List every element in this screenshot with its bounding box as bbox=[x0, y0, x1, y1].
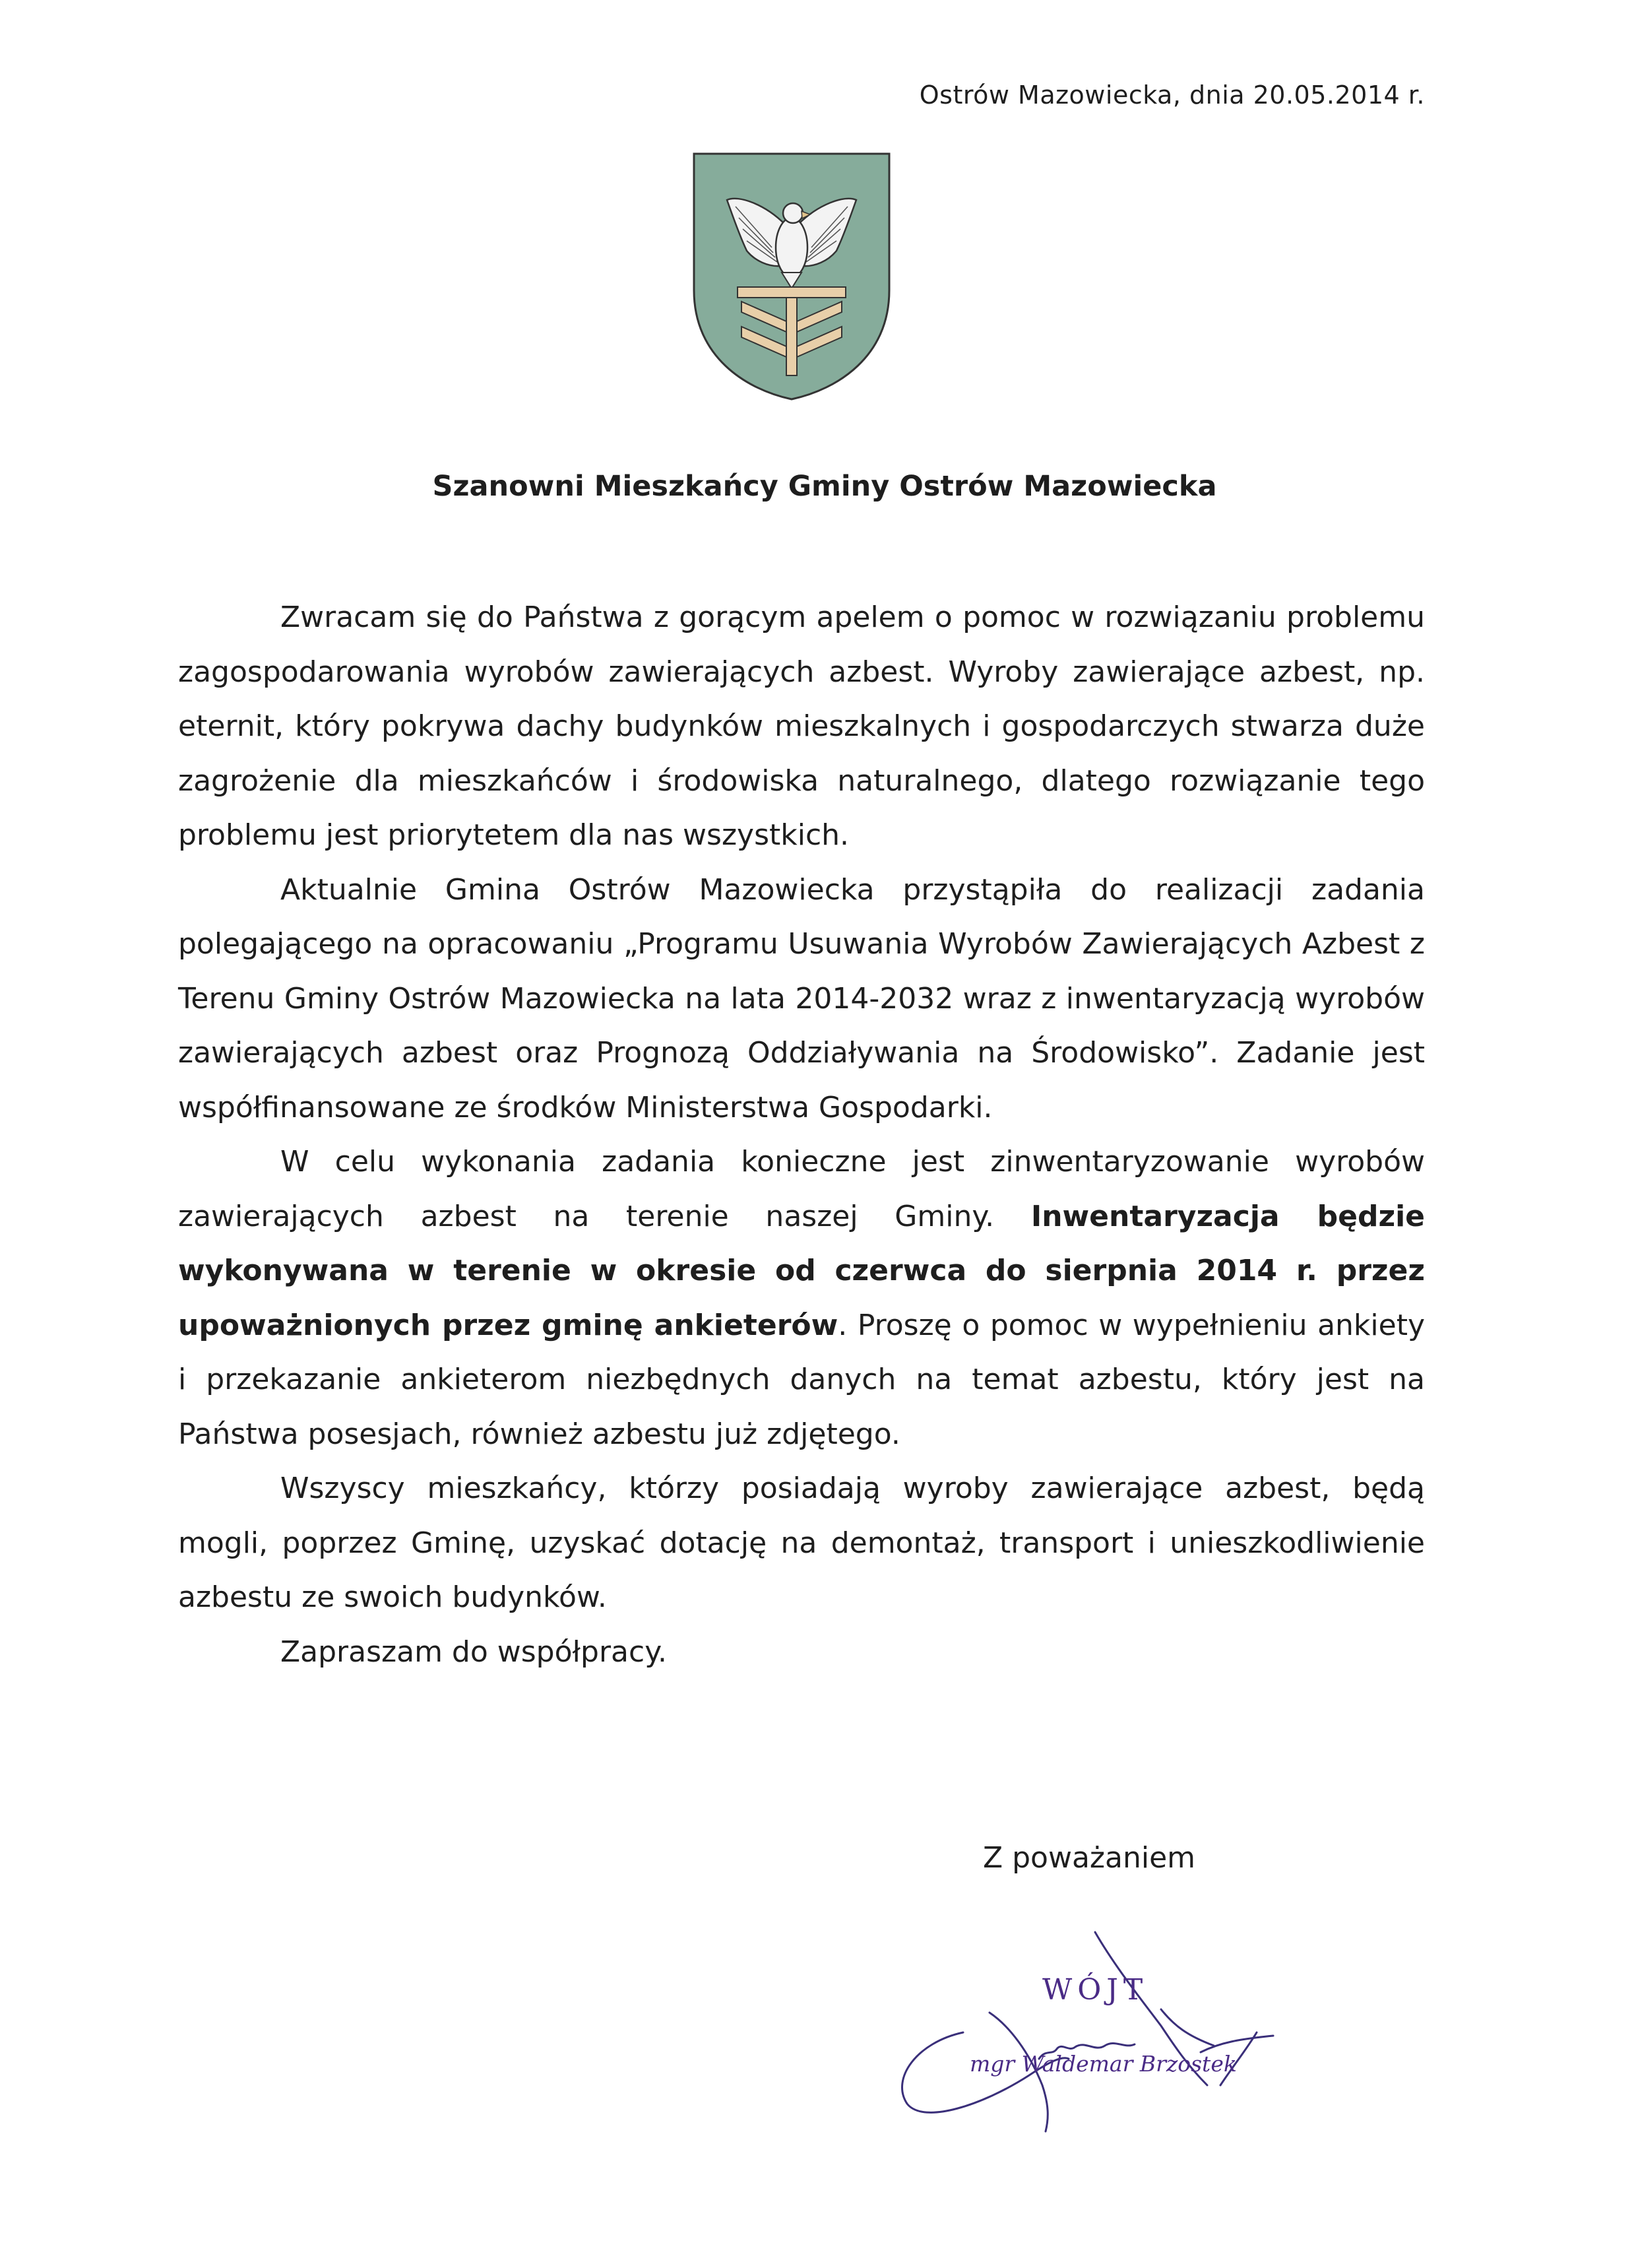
paragraph-3-rest: . Proszę o pomoc w wypełnieniu ankiety i przekazanie ankieterom niezbędnych danych na temat azbestu, który jest na Państwa posesjach, również azbestu już zdjętego. bbox=[178, 1308, 1425, 1451]
handwritten-signature bbox=[877, 1927, 1293, 2145]
closing-phrase: Z poważaniem bbox=[983, 1841, 1196, 1875]
paragraph-4: Wszyscy mieszkańcy, którzy posiadają wyroby zawierające azbest, będą mogli, poprzez Gminę, uzyskać dotację na demontaż, transport i unieszkodliwienie azbestu ze swoich budynków. bbox=[178, 1472, 1425, 1614]
signature-stamp bbox=[877, 1927, 1293, 2145]
paragraph-3 bbox=[178, 1135, 1425, 1462]
salutation-heading: Szanowni Mieszkańcy Gminy Ostrów Mazowiecka bbox=[432, 470, 1217, 503]
paragraph-3-emphasis: Inwentaryzacja będzie wykonywana w terenie w okresie od czerwca do sierpnia 2014 r. przez upoważnionych przez gminę ankieterów bbox=[178, 1199, 1425, 1342]
paragraph-3-intro: W celu wykonania zadania konieczne jest zinwentaryzowanie wyrobów zawierających azbest na terenie naszej Gminy. bbox=[178, 1145, 1425, 1233]
stamp-name: mgr Waldemar Brzostek bbox=[970, 2051, 1237, 2077]
paragraph-5: Zapraszam do współpracy. bbox=[280, 1635, 667, 1669]
coat-of-arms-eagle-icon bbox=[686, 148, 897, 403]
paragraph-1: Zwracam się do Państwa z gorącym apelem o pomoc w rozwiązaniu problemu zagospodarowania wyrobów zawierających azbest. Wyroby zawierające azbest, np. eternit, który pokrywa dachy budynków mieszkalnych i gospodarczych stwarza duże zagrożenie dla mieszkańców i środowiska naturalnego, dlatego rozwiązanie tego problemu jest priorytetem dla nas wszystkich. bbox=[178, 600, 1425, 852]
paragraph-2: Aktualnie Gmina Ostrów Mazowiecka przystąpiła do realizacji zadania polegającego na opracowaniu „Programu Usuwania Wyrobów Zawierających Azbest z Terenu Gminy Ostrów Mazowiecka na lata 2014-2032 wraz z inwentaryzacją wyrobów zawierających azbest oraz Prognozą Oddziaływania na Środowisko”. Zadanie jest współfinansowane ze środków Ministerstwa Gospodarki. bbox=[178, 872, 1425, 1124]
date-line: Ostrów Mazowiecka, dnia 20.05.2014 r. bbox=[919, 81, 1425, 110]
letter-body bbox=[178, 591, 1425, 1679]
stamp-title: WÓJT bbox=[1042, 1973, 1148, 2007]
